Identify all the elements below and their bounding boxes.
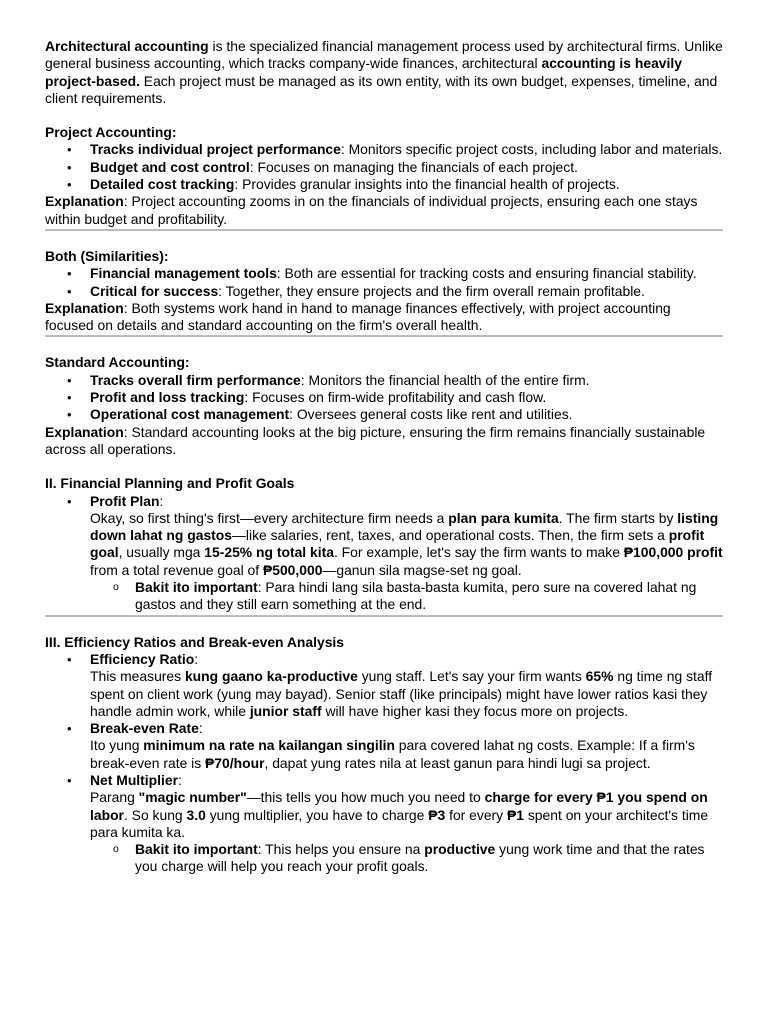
section-heading: Both (Similarities): bbox=[45, 247, 169, 264]
bullet-list bbox=[45, 265, 723, 300]
list-item-efficiency-ratio: • Efficiency Ratio: This measures kung gaano ka-productive yung staff. Let's say your firm wants 65% ng time ng staff spent on client work (yung may bayad). Senior staff (like principals) might have lower ratios kasi they handle admin work, while junior staff will have higher kasi they focus more on projects. bbox=[45, 651, 723, 720]
section-divider bbox=[45, 335, 723, 337]
list-item-break-even-rate: • Break-even Rate: Ito yung minimum na rate na kailangan singilin para covered lahat ng costs. Example: If a firm's break-even rate is ₱70/hour, dapat yung rates nila at least ganun para hindi lugi sa project. bbox=[45, 720, 723, 772]
section-heading: Standard Accounting: bbox=[45, 354, 190, 371]
intro-paragraph: Architectural accounting is the specialized financial management process used by architectural firms. Unlike general business accounting, which tracks company-wide finances, architectural accounting is heavily project-based. Each project must be managed as its own entity, with its own budget, expenses, timeline, and client requirements. bbox=[45, 38, 723, 106]
bullet-list bbox=[45, 372, 723, 424]
list-item: • Profit and loss tracking: Focuses on firm-wide profitability and cash flow. bbox=[45, 389, 723, 406]
section-heading: Project Accounting: bbox=[45, 124, 177, 141]
project-accounting-section bbox=[45, 124, 723, 228]
efficiency-ratios-section bbox=[45, 634, 723, 876]
sub-bullet-list bbox=[90, 841, 723, 876]
profit-plan-paragraph: Okay, so first thing's first—every architecture firm needs a plan para kumita. The firm starts by listing down lahat ng gastos—like salaries, rent, taxes, and operational costs. Then, the firm sets a profit goal, usually mga 15-25% ng total kita. For example, let's say the firm wants to make ₱100,000 profit from a total revenue goal of ₱500,000—ganun sila magse-set ng goal. bbox=[90, 509, 723, 578]
sub-bullet-list bbox=[90, 579, 723, 614]
list-item: • Tracks overall firm performance: Monitors the financial health of the entire firm. bbox=[45, 372, 723, 389]
explanation: Explanation: Project accounting zooms in on the financials of individual projects, ensuring each one stays within budget and profitability. bbox=[45, 193, 698, 227]
financial-planning-section bbox=[45, 475, 723, 613]
sub-list-item: o Bakit ito important: This helps you ensure na productive yung work time and that the rates you charge will help you reach your profit goals. bbox=[90, 841, 723, 876]
explanation: Explanation: Both systems work hand in hand to manage finances effectively, with project accounting focused on details and standard accounting on the firm's overall health. bbox=[45, 299, 671, 334]
sub-list-item: o Bakit ito important: Para hindi lang sila basta-basta kumita, pero sure na covered lahat ng gastos and they still earn something at the end. bbox=[90, 579, 723, 614]
both-similarities-section bbox=[45, 248, 723, 334]
list-item: • Financial management tools: Both are essential for tracking costs and ensuring financial stability. bbox=[45, 265, 723, 282]
break-even-paragraph: Ito yung minimum na rate na kailangan singilin para covered lahat ng costs. Example: If a firm's break-even rate is ₱70/hour, dapat yung rates nila at least ganun para hindi lugi sa project. bbox=[90, 737, 695, 771]
bullet-list bbox=[45, 493, 723, 614]
net-multiplier-paragraph: Parang "magic number"—this tells you how much you need to charge for every ₱1 you spend on labor. So kung 3.0 yung multiplier, you have to charge ₱3 for every ₱1 spent on your architect's time para kumita ka. bbox=[90, 789, 709, 840]
list-item: • Tracks individual project performance: Monitors specific project costs, including labor and materials. bbox=[45, 141, 723, 158]
bullet-list bbox=[45, 651, 723, 876]
list-item: • Detailed cost tracking: Provides granular insights into the financial health of projects. bbox=[45, 176, 723, 193]
list-item: • Operational cost management: Oversees general costs like rent and utilities. bbox=[45, 406, 723, 423]
section-heading: II. Financial Planning and Profit Goals bbox=[45, 475, 295, 492]
intro-bold-term: Architectural accounting bbox=[45, 38, 209, 54]
efficiency-paragraph: This measures kung gaano ka-productive yung staff. Let's say your firm wants 65% ng time ng staff spent on client work (yung may bayad). Senior staff (like principals) might have lower ratios kasi they handle admin work, while junior staff will have higher kasi they focus more on projects. bbox=[90, 668, 713, 719]
list-item-profit-plan: • Profit Plan: Okay, so first thing's first—every architecture firm needs a plan para kumita. The firm starts by listing down lahat ng gastos—like salaries, rent, taxes, and operational costs. Then, the firm sets a profit goal, usually mga 15-25% ng total kita. For example, let's say the firm wants to make ₱100,000 profit from a total revenue goal of ₱500,000—ganun sila magse-set ng goal. o Bakit ito important: Para hindi lang sila basta-basta kumita, pero sure na covered lahat ng gastos and they still earn something at the end. bbox=[45, 493, 723, 614]
section-divider bbox=[45, 615, 723, 617]
section-heading: III. Efficiency Ratios and Break-even Analysis bbox=[45, 633, 345, 650]
list-item: • Critical for success: Together, they ensure projects and the firm overall remain profitable. bbox=[45, 283, 723, 300]
bullet-list bbox=[45, 141, 723, 193]
section-divider bbox=[45, 229, 723, 231]
list-item-net-multiplier: • Net Multiplier: Parang "magic number"—this tells you how much you need to charge for every ₱1 you spend on labor. So kung 3.0 yung multiplier, you have to charge ₱3 for every ₱1 spent on your architect's time para kumita ka. o Bakit ito important: This helps you ensure na productive yung work time and that the rates you charge will help you reach your profit goals. bbox=[45, 772, 723, 876]
explanation: Explanation: Standard accounting looks at the big picture, ensuring the firm remains financially sustainable across all operations. bbox=[45, 423, 706, 457]
list-item: • Budget and cost control: Focuses on managing the financials of each project. bbox=[45, 159, 723, 176]
document-content bbox=[45, 38, 723, 876]
standard-accounting-section bbox=[45, 354, 723, 458]
intro-bold-phrase: accounting is heavily project-based. bbox=[45, 55, 682, 89]
